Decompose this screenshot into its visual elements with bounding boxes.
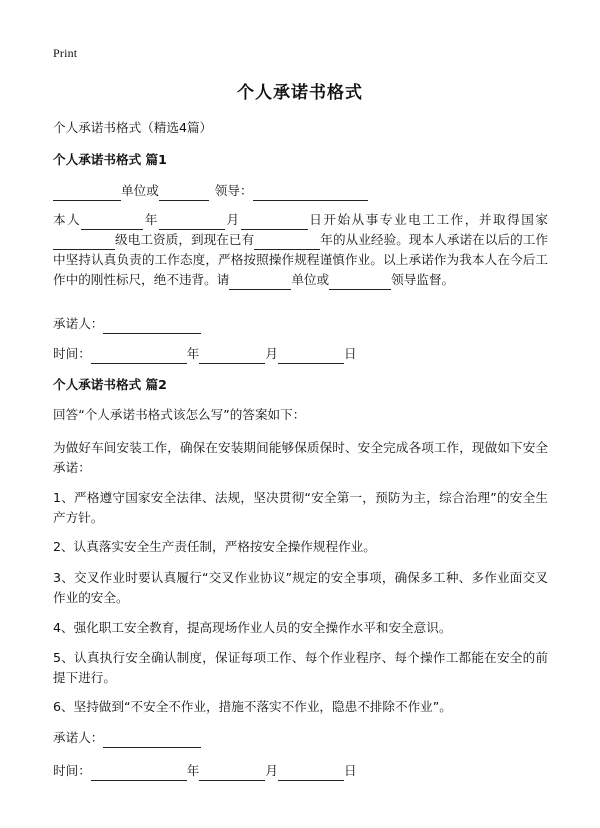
section2-date: 时间： 年 月 日 <box>53 761 548 781</box>
section1-heading: 个人承诺书格式 篇1 <box>53 152 167 167</box>
document-title: 个人承诺书格式 <box>237 83 363 103</box>
list-item: 5、认真执行安全确认制度，保证每项工作、每个作业程序、每个操作工都能在安全的前提下进行。 <box>53 650 548 685</box>
document-subtitle: 个人承诺书格式（精选4篇） <box>53 120 213 135</box>
list-item: 4、强化职工安全教育，提高现场作业人员的安全操作水平和安全意识。 <box>53 620 452 635</box>
section2-lead: 为做好车间安装工作，确保在安装期间能够保质保时、安全完成各项工作，现做如下安全承诺： <box>53 440 548 475</box>
section1-signer: 承诺人： <box>53 314 548 334</box>
signer-blank <box>103 318 201 334</box>
section2-heading: 个人承诺书格式 篇2 <box>53 377 167 392</box>
signer-blank <box>103 732 201 748</box>
blank-unit-or <box>159 185 209 201</box>
section2-intro: 回答“个人承诺书格式该怎么写”的答案如下： <box>53 407 306 422</box>
list-item: 1、严格遵守国家安全法律、法规，坚决贯彻“安全第一，预防为主，综合治理”的安全生产方针。 <box>53 490 548 525</box>
blank-leader <box>253 185 368 201</box>
print-label[interactable]: Print <box>53 46 78 60</box>
list-item: 2、认真落实安全生产责任制，严格按安全操作规程作业。 <box>53 539 376 554</box>
section1-date: 时间： 年 月 日 <box>53 344 548 364</box>
section1-paragraph: 本人 年 月 日开始从事专业电工工作，并取得国家级电工资质，到现在已有 年的从业经验。现本人承诺在以后的工作中坚持认真负责的工作态度，严格按照操作规程谨慎作业。以上承诺作为我本人在今后工作中的刚性标尺，绝不违背。请 单位或 领导监督。 <box>53 210 548 290</box>
list-item: 6、坚持做到“不安全不作业，措施不落实不作业，隐患不排除不作业”。 <box>53 699 452 714</box>
list-item: 3、交叉作业时要认真履行“交叉作业协议”规定的安全事项，确保多工种、多作业面交叉作业的安全。 <box>53 570 548 605</box>
section1-address-line: 单位或 领导： <box>53 181 548 201</box>
blank-unit-name <box>53 185 121 201</box>
section2-signer: 承诺人： <box>53 728 548 748</box>
